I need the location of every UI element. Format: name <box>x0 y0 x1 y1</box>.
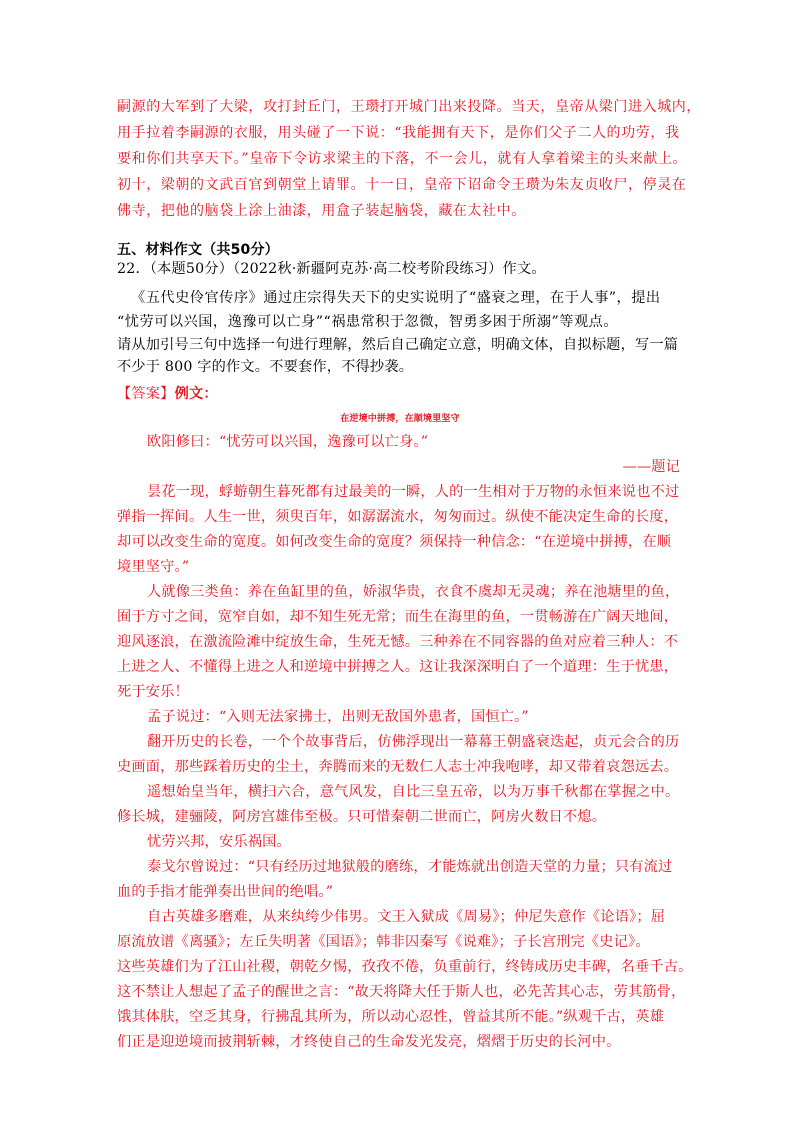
answer-label: 【答案】 <box>117 386 175 402</box>
translation-line: 初十，梁朝的文武百官到朝堂上请罪。十一日，皇帝下诏命令王瓒为朱友贞收尸，停灵在 <box>117 177 687 193</box>
essay-line: 囿于方寸之间，宽窄自如，却不知生死无常；而生在海里的鱼，一贯畅游在广阔天地间， <box>117 609 679 625</box>
essay-line: 翻开历史的长卷，一个个故事背后，仿佛浮现出一幕幕王朝盛衰迭起，贞元会合的历 <box>147 734 680 750</box>
essay-line: 这些英雄们为了江山社稷，朝乾夕惕，孜孜不倦，负重前行，终铸成历史丰碑，名垂千古。 <box>117 959 693 975</box>
section-heading: 五、材料作文（共50分） <box>117 242 279 258</box>
essay-line: 人就像三类鱼：养在鱼缸里的鱼，娇淑华贵，衣食不虞却无灵魂；养在池塘里的鱼， <box>147 584 680 600</box>
material-line: 《五代史伶官传序》通过庄宗得失天下的史实说明了“盛衰之理，在于人事”，提出 <box>131 290 661 306</box>
essay-line: 却可以改变生命的宽度。如何改变生命的宽度？须保持一种信念：“在逆境中拼搏，在顺 <box>117 534 672 550</box>
translation-line: 要和你们共享天下。”皇帝下令访求梁主的下落，不一会儿，就有人拿着梁主的头来献上。 <box>117 151 688 167</box>
translation-line: 用手拉着李嗣源的衣服，用头碰了一下说：“我能拥有天下，是你们父子二人的功劳，我 <box>117 125 680 141</box>
instruction-line: 请从加引号三句中选择一句进行理解，然后自己确定立意，明确文体，自拟标题，写一篇 <box>117 337 679 353</box>
essay-line: 血的手指才能弹奏出世间的绝唱。” <box>117 884 334 900</box>
translation-line: 佛寺，把他的脑袋上涂上油漆，用盒子装起脑袋，藏在太社中。 <box>117 203 526 219</box>
epigraph: 欧阳修曰：“忧劳可以兴国，逸豫可以亡身。” <box>147 434 429 450</box>
essay-line: 修长城，建骊陵，阿房宫雄伟至极。只可惜秦朝二世而亡，阿房火数日不熄。 <box>117 809 607 825</box>
essay-line: 遥想始皇当年，横扫六合，意气风发，自比三皇五帝，以为万事千秋都在掌握之中。 <box>147 784 680 800</box>
question-header: 22．（本题50分）（2022秋·新疆阿克苏·高二校考阶段练习）作文。 <box>117 261 546 277</box>
essay-line: 忧劳兴邦，安乐祸国。 <box>147 834 291 850</box>
essay-line: 原流放谱《离骚》；左丘失明著《国语》；韩非囚秦写《说难》；子长宫刑完《史记》。 <box>117 934 650 950</box>
example-label: 例文： <box>174 386 218 402</box>
essay-line: 史画面，那些踩着历史的尘土，奔腾而来的无数仁人志士冲我咆哮，却又带着哀怨远去。 <box>117 759 679 775</box>
essay-line: 孟子说过：“入则无法家拂士，出则无敌国外患者，国恒亡。” <box>147 709 529 725</box>
essay-line: 死于安乐！ <box>117 684 189 700</box>
instruction-line: 不少于 800 字的作文。不要套作，不得抄袭。 <box>117 359 414 375</box>
essay-line: 昙花一现，蜉蝣朝生暮死都有过最美的一瞬，人的一生相对于万物的永恒来说也不过 <box>147 484 680 500</box>
essay-line: 境里坚守。” <box>117 559 190 575</box>
essay-line: 饿其体肤，空乏其身，行拂乱其所为，所以动心忍性，曾益其所不能。”纵观千古，英雄 <box>117 1009 665 1025</box>
material-line: “忧劳可以兴国，逸豫可以亡身”“祸患常积于忽微，智勇多困于所溺”等观点。 <box>117 314 619 330</box>
essay-line: 上进之人、不懂得上进之人和逆境中拼搏之人。这让我深深明白了一个道理：生于忧患， <box>117 659 679 675</box>
translation-line: 嗣源的大军到了大梁，攻打封丘门，王瓒打开城门出来投降。当天，皇帝从梁门进入城内， <box>117 99 701 115</box>
essay-line: 迎风逐浪，在激流险滩中绽放生命，生死无憾。三种养在不同容器的鱼对应着三种人：不 <box>117 634 679 650</box>
essay-line: 自古英雄多磨难，从来纨绔少伟男。文王入狱成《周易》；仲尼失意作《论语》；屈 <box>147 909 666 925</box>
epigraph-source: ——题记 <box>622 459 680 475</box>
essay-title: 在逆境中拼搏，在顺境里坚守 <box>340 414 460 424</box>
essay-line: 这不禁让人想起了孟子的醒世之言：“故天将降大任于斯人也，必先苦其心志，劳其筋骨， <box>117 984 686 1000</box>
essay-line: 弹指一挥间。人生一世，须臾百年，如潺潺流水，匆匆而过。纵使不能决定生命的长度， <box>117 509 679 525</box>
essay-line: 们正是迎逆境而披荆斩棘，才终使自己的生命发光发亮，熠熠于历史的长河中。 <box>117 1034 621 1050</box>
essay-line: 泰戈尔曾说过：“只有经历过地狱般的磨练，才能炼就出创造天堂的力量；只有流过 <box>147 859 673 875</box>
answer-heading <box>117 384 218 404</box>
